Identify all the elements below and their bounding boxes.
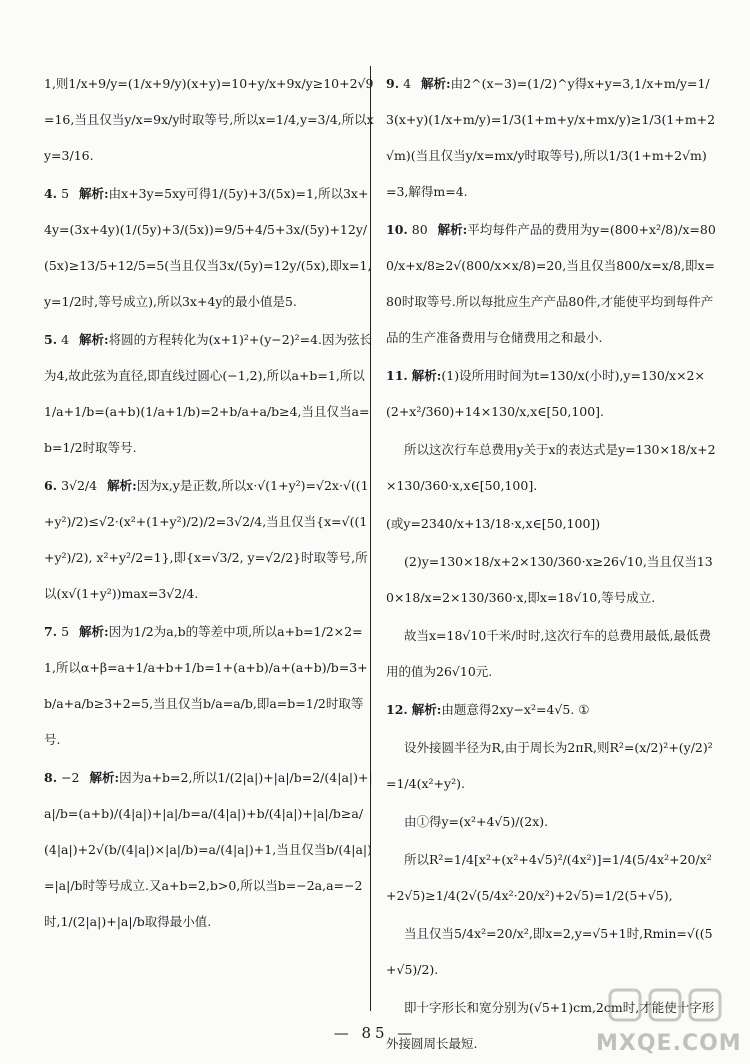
solution-text: 因为x,y是正数,所以x·√(1+y²)=√2x·√((1+y²)/2)≤√2·(x²+(1+y²)/2)/2=3√2/4,当且仅当{x=√((1+y²)/2), x²+y²/2=1},即{x=√3/2, y=√2/2}时取等号,所以(x√(1+y²))max=3√2/4.: [44, 478, 369, 601]
solution-text: 由2^(x−3)=(1/2)^y得x+y=3,1/x+m/y=1/3(x+y)(1/x+m/y)=1/3(1+m+y/x+mx/y)≥1/3(1+m+2√m)(当且仅当y/x=mx/y时取等号),所以1/3(1+m+2√m)=3,解得m=4.: [386, 76, 716, 199]
solution-paragraph-p5: [44, 322, 374, 466]
problem-number: 8.: [44, 770, 58, 785]
solution-text: (2)y=130×18/x+2×130/360·x≥26√10,当且仅当130×18/x=2×130/360·x,即x=18√10,等号成立.: [386, 554, 713, 605]
explanation-label: 解析:: [89, 770, 120, 785]
solution-paragraph-p11b: [386, 432, 716, 504]
solution-text: (或y=2340/x+13/18·x,x∈[50,100]): [386, 516, 601, 531]
solution-paragraph-p12d: [386, 842, 716, 914]
solution-paragraph-p8: [44, 760, 374, 940]
solution-paragraph-p6: [44, 468, 374, 612]
solution-paragraph-p4: [44, 176, 374, 320]
problem-number: 10.: [386, 222, 408, 237]
answer-value: 4: [61, 332, 70, 347]
left-column: [44, 66, 374, 942]
solution-text: 1,则1/x+9/y=(1/x+9/y)(x+y)=10+y/x+9x/y≥10+2√9=16,当且仅当y/x=9x/y时取等号,所以x=1/4,y=3/4,所以xy=3/16.: [44, 76, 374, 163]
explanation-label: 解析:: [79, 186, 109, 201]
watermark-logo-icon: [606, 986, 726, 1024]
column-divider: [370, 66, 371, 1011]
solution-text: 所以这次行车总费用y关于x的表达式是y=130×18/x+2×130/360·x,x∈[50,100].: [386, 442, 716, 493]
problem-number: 4.: [44, 186, 58, 201]
right-column: [386, 66, 716, 1064]
solution-text: 因为1/2为a,b的等差中项,所以a+b=1/2×2=1,所以α+β=a+1/a+b+1/b=1+(a+b)/a+(a+b)/b=3+b/a+a/b≥3+2=5,当且仅当b/a=a/b,即a=b=1/2时取等号.: [44, 624, 368, 747]
problem-number: 12.: [386, 702, 408, 717]
solution-paragraph-p11e: [386, 618, 716, 690]
explanation-label: 解析:: [421, 76, 451, 91]
solution-text: 将圆的方程转化为(x+1)²+(y−2)²=4.因为弦长为4,故此弦为直径,即直线过圆心(−1,2),所以a+b=1,所以1/a+1/b=(a+b)(1/a+1/b)=2+b/a+a/b≥4,当且仅当a=b=1/2时取等号.: [44, 332, 373, 455]
solution-paragraph-p1: [44, 66, 374, 174]
problem-number: 6.: [44, 478, 58, 493]
solution-paragraph-p11d: [386, 544, 716, 616]
solution-text: 由①得y=(x²+4√5)/(2x).: [404, 814, 549, 829]
explanation-label: 解析:: [79, 332, 109, 347]
solution-paragraph-p12: [386, 692, 716, 728]
answer-value: 4: [403, 76, 412, 91]
explanation-label: 解析:: [79, 624, 109, 639]
explanation-label: 解析:: [107, 478, 137, 493]
solution-text: 平均每件产品的费用为y=(800+x²/8)/x=800/x+x/8≥2√(800/x×x/8)=20,当且仅当800/x=x/8,即x=80时取等号.所以每批应生产产品80件,才能使平均到每件产品的生产准备费用与仓储费用之和最小.: [386, 222, 716, 345]
solution-paragraph-p11c: [386, 506, 716, 542]
solution-text: 由题意得2xy−x²=4√5. ①: [441, 702, 590, 717]
page-number: — 85 —: [333, 1024, 417, 1042]
solution-text: 故当x=18√10千米/时时,这次行车的总费用最低,最低费用的值为26√10元.: [386, 628, 711, 679]
answer-value: 5: [61, 624, 70, 639]
solution-text: 因为a+b=2,所以1/(2|a|)+|a|/b=2/(4|a|)+|a|/b=(a+b)/(4|a|)+|a|/b=a/(4|a|)+b/(4|a|)+|a|/b≥a/(4|a|)+2√(b/(4|a|)×|a|/b)=a/(4|a|)+1,当且仅当b/(4|a|)=|a|/b时等号成立.又a+b=2,b>0,所以当b=−2a,a=−2时,1/(2|a|)+|a|/b取得最小值.: [44, 770, 373, 929]
solution-text: 设外接圆半径为R,由于周长为2πR,则R²=(x/2)²+(y/2)²=1/4(x²+y²).: [386, 740, 713, 791]
solution-paragraph-p12c: [386, 804, 716, 840]
solution-text: 由x+3y=5xy可得1/(5y)+3/(5x)=1,所以3x+4y=(3x+4y)(1/(5y)+3/(5x))=9/5+4/5+3x/(5y)+12y/(5x)≥13/5+12/5=5(当且仅当3x/(5y)=12y/(5x),即x=1,y=1/2时,等号成立),所以3x+4y的最小值是5.: [44, 186, 372, 309]
solution-paragraph-p10: [386, 212, 716, 356]
solution-paragraph-p12b: [386, 730, 716, 802]
problem-number: 11.: [386, 368, 408, 383]
solution-text: (1)设所用时间为t=130/x(小时),y=130/x×2×(2+x²/360)+14×130/x,x∈[50,100].: [386, 368, 705, 419]
solution-paragraph-p7: [44, 614, 374, 758]
answer-value: 5: [61, 186, 70, 201]
solution-text: 当且仅当5/4x²=20/x²,即x=2,y=√5+1时,Rmin=√((5+√5)/2).: [386, 926, 713, 977]
problem-number: 9.: [386, 76, 400, 91]
answer-value: −2: [61, 770, 80, 785]
solution-text: 所以R²=1/4[x²+(x²+4√5)²/(4x²)]=1/4(5/4x²+20/x²+2√5)≥1/4(2√(5/4x²·20/x²)+2√5)=1/2(5+√5),: [386, 852, 712, 903]
answer-value: 3√2/4: [61, 478, 98, 493]
watermark-text: MXQE.COM: [596, 1031, 742, 1056]
solution-paragraph-p9: [386, 66, 716, 210]
solution-text: 即十字形长和宽分别为(√5+1)cm,2cm时,才能使十字形外接圆周长最短.: [386, 1000, 715, 1051]
solution-paragraph-p11: [386, 358, 716, 430]
watermark: [596, 986, 742, 1056]
explanation-label: 解析:: [437, 222, 468, 237]
answer-value: 80: [411, 222, 428, 237]
explanation-label: 解析:: [411, 702, 442, 717]
problem-number: 5.: [44, 332, 58, 347]
explanation-label: 解析:: [411, 368, 442, 383]
solution-paragraph-p12e: [386, 916, 716, 988]
problem-number: 7.: [44, 624, 58, 639]
